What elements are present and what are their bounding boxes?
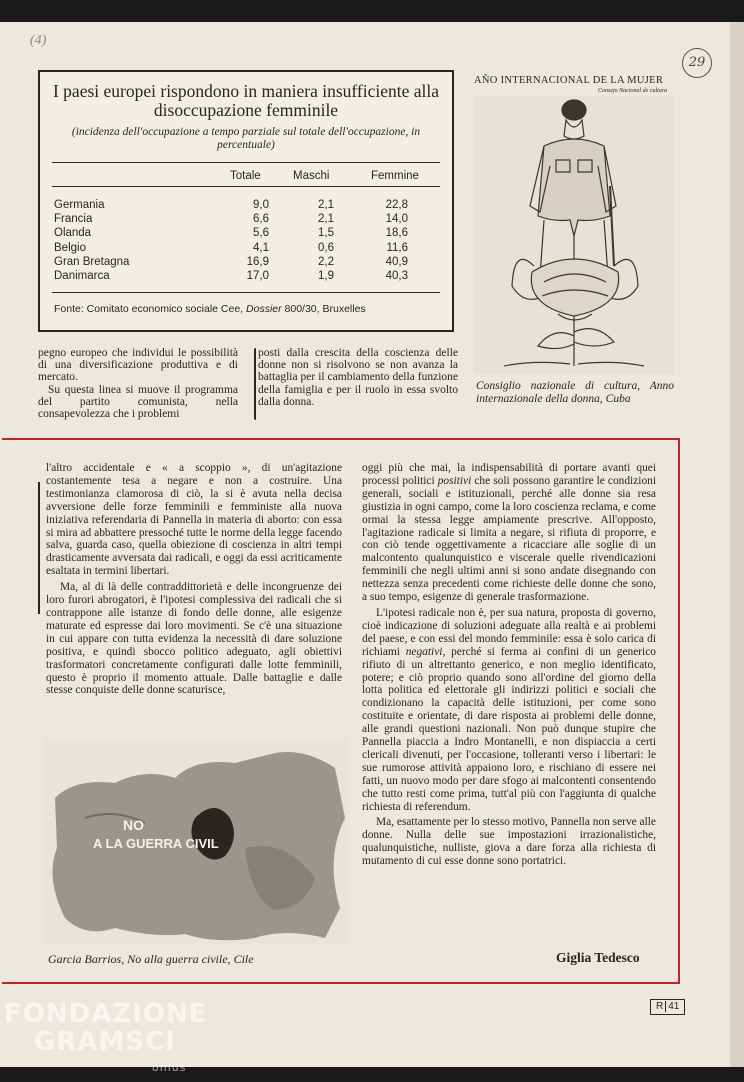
- map-illustration: [45, 738, 347, 944]
- cell-country: Gran Bretagna: [54, 255, 130, 268]
- cell-totale: 6,6: [253, 213, 269, 226]
- table-row: [54, 256, 434, 270]
- statistics-table-box: [38, 70, 454, 332]
- cell-femmine: 40,9: [385, 255, 408, 268]
- poster-illustration: [474, 96, 674, 374]
- cell-femmine: 14,0: [385, 213, 408, 226]
- page-number: 41: [665, 1001, 681, 1012]
- article-right-paragraph-3: Ma, esattamente per lo stesso motivo, Pannella non serve alle donne. Nulla delle sue impostazioni irrazionalistiche, qualunquistiche, nulliste, giova a dare forza alla richiesta di mutamento di cui esse donne sono portatrici.: [362, 816, 656, 868]
- cell-femmine: 22,8: [385, 199, 408, 211]
- table-row: [54, 227, 434, 241]
- article-left-column: [46, 462, 342, 700]
- table-row: [54, 213, 434, 227]
- cell-femmine: 11,6: [386, 241, 408, 254]
- map-caption: Garcia Barrios, No alla guerra civile, Cile: [48, 952, 254, 966]
- top-middle-column: [258, 347, 458, 408]
- page-letter: R: [656, 1001, 664, 1012]
- table-title: I paesi europei rispondono in maniera insufficiente alla disoccupazione femminile: [52, 81, 439, 120]
- cell-maschi: 1,5: [318, 227, 334, 240]
- header-femmine: Femmine: [371, 170, 419, 182]
- article-right-paragraph-1: oggi più che mai, la indispensabilità di portare avanti quei processi politici positivi che soli possono garantire le condizioni generali, sociali e istituzionali, perché alle donne sia resa giustizia in ogni campo, come la loro coscienza reclama, e come ormai la stessa legge ampiamente prescrive. All'opposto, l'agitazione radicale si limita a negare, si rifiuta di proporre, e con ciò tende oggettivamente a ricacciare alle soglie di un malcontento qualunquistico e viscerale quelle rivendicazioni femminili che negli ultimi anni si sono andate disegnando con nettezza senza precedenti come richieste delle donne che sono, a suo tempo, esigenze di generale trasformazione.: [362, 462, 656, 604]
- handwritten-note-left: (4): [30, 33, 47, 48]
- cell-totale: 16,9: [246, 255, 269, 268]
- map-text-no: NO: [123, 817, 144, 833]
- poster-title: AÑO INTERNACIONAL DE LA MUJER: [474, 75, 664, 86]
- handwritten-page-number: 29: [682, 48, 712, 78]
- top-middle-text: posti dalla crescita della coscienza delle donne non si risolvono se non avanza la battaglia per il cambiamento della funzione della famiglia e per il ruolo in essa svolto dalla donna.: [258, 347, 458, 408]
- header-totale: Totale: [230, 170, 261, 182]
- table-source: Fonte: Comitato economico sociale Cee, Dossier 800/30, Bruxelles: [54, 303, 366, 315]
- cell-totale: 9,0: [253, 199, 269, 211]
- cell-maschi: 2,1: [318, 199, 334, 211]
- top-left-column: [38, 347, 238, 420]
- cell-country: Olanda: [54, 227, 92, 240]
- cell-femmine: 40,3: [385, 270, 408, 282]
- table-bottom-rule: [52, 292, 440, 293]
- cell-maschi: 0,6: [318, 241, 334, 254]
- article-right-paragraph-2: L'ipotesi radicale non è, per sua natura, proposta di governo, cioè indicazione di soluzioni adeguate alla realtà e ai problemi del paese, e con essi del mondo femminile: essa è solo carica di richiami negativi, perché si ferma ai confini di un generico rifiuto di un altrettanto generico, e non meglio identificato, potere; e ciò proprio quando sono all'ordine del giorno della lotta politica ed elettorale gli indirizzi politici e sociali che condizionano la capacità delle istituzioni, per come sono costituite e orientate, di dare risposta ai problemi delle donne, alle grandi questioni nazionali. Non può dunque stupire che Pannella piaccia a Indro Montanelli, e non dispiaccia a certi clericali divenuti, per l'occasione, tolleranti verso i libertari: le sue rumorose attività appaiono loro, e rischiano di essere nei fatti, un nuovo modo per dare sfogo ai malcontenti consentendo che tutto resti come prima, tutt'al più con l'aggiunta di qualche richiesta di referendum.: [362, 606, 656, 813]
- table-row: [54, 242, 434, 256]
- header-maschi: Maschi: [293, 170, 330, 182]
- cell-maschi: 1,9: [318, 270, 334, 282]
- article-left-paragraph-2: Ma, al di là delle contraddittorietà e delle incongruenze dei loro furori abrogatori, è l'ipotesi complessiva dei radicali che si contrappone alle istanze di fondo delle donne, alle esigenze maturate ed espresse dai loro movimenti. Se c'è una situazione in cui appare con tutta evidenza la necessità di dare soluzione positiva, e quindi sbocco politico adeguato, agli obiettivi trasformatori concretamente configurati dalle lotte femminili, questo è proprio il momento attuale. Dalle battaglie e dalle stesse conquiste delle donne scaturisce,: [46, 581, 342, 697]
- cell-maschi: 2,2: [318, 255, 334, 268]
- cell-country: Belgio: [54, 241, 86, 254]
- watermark-line2: GRAMSCI: [34, 1027, 176, 1057]
- table-subtitle: (incidenza dell'occupazione a tempo parziale sul totale dell'occupazione, in percentuale): [71, 126, 421, 151]
- margin-line: [38, 482, 40, 614]
- table-header-rule: [52, 186, 440, 187]
- table-row: [54, 199, 434, 213]
- watermark: [4, 999, 208, 1074]
- watermark-line1: FONDAZIONE: [4, 999, 208, 1029]
- page-edge: [730, 22, 744, 1067]
- top-left-text: pegno europeo che individui le possibilità di una diversificazione produttiva e di mercato.: [38, 347, 238, 384]
- cell-totale: 4,1: [253, 241, 269, 254]
- article-left-paragraph-1: l'altro accidentale e « a scoppio », di un'agitazione costantemente tesa a negare e non a costruire. Una testimonianza clamorosa di ciò, la si è avuta nella decisa avversione delle forze femminili e femministe alla nuova iniziativa referendaria di Pannella in materia di aborto: con essa si mira ad abbattere pressoché tutte le norme della legge facendo salva, guarda caso, quella obiezione di coscienza in altri tempi drasticamente avversata dai radicali, e oggi da essi acriticamente esaltata in termini libertari.: [46, 462, 342, 578]
- cell-totale: 5,6: [253, 227, 269, 240]
- page-number-box: [650, 999, 685, 1015]
- cell-country: Francia: [54, 213, 93, 226]
- cell-maschi: 2,1: [318, 213, 334, 226]
- watermark-onlus: onlus: [152, 1061, 187, 1074]
- cell-femmine: 18,6: [385, 227, 408, 240]
- author-signature: Giglia Tedesco: [556, 950, 640, 965]
- poster-caption: Consiglio nazionale di cultura, Anno internazionale della donna, Cuba: [476, 380, 674, 405]
- map-text-guerra: A LA GUERRA CIVIL: [93, 836, 219, 851]
- top-left-text-2: Su questa linea si muove il programma del partito comunista, nella consapevolezza che i problemi: [38, 383, 238, 421]
- cell-country: Danimarca: [54, 270, 110, 282]
- table-top-rule: [52, 162, 440, 163]
- cell-country: Germania: [54, 199, 105, 211]
- poster-subtitle: Consejo Nacional de cultura: [598, 88, 668, 94]
- article-right-column: [362, 462, 656, 871]
- cell-totale: 17,0: [246, 270, 269, 282]
- table-row: [54, 270, 434, 284]
